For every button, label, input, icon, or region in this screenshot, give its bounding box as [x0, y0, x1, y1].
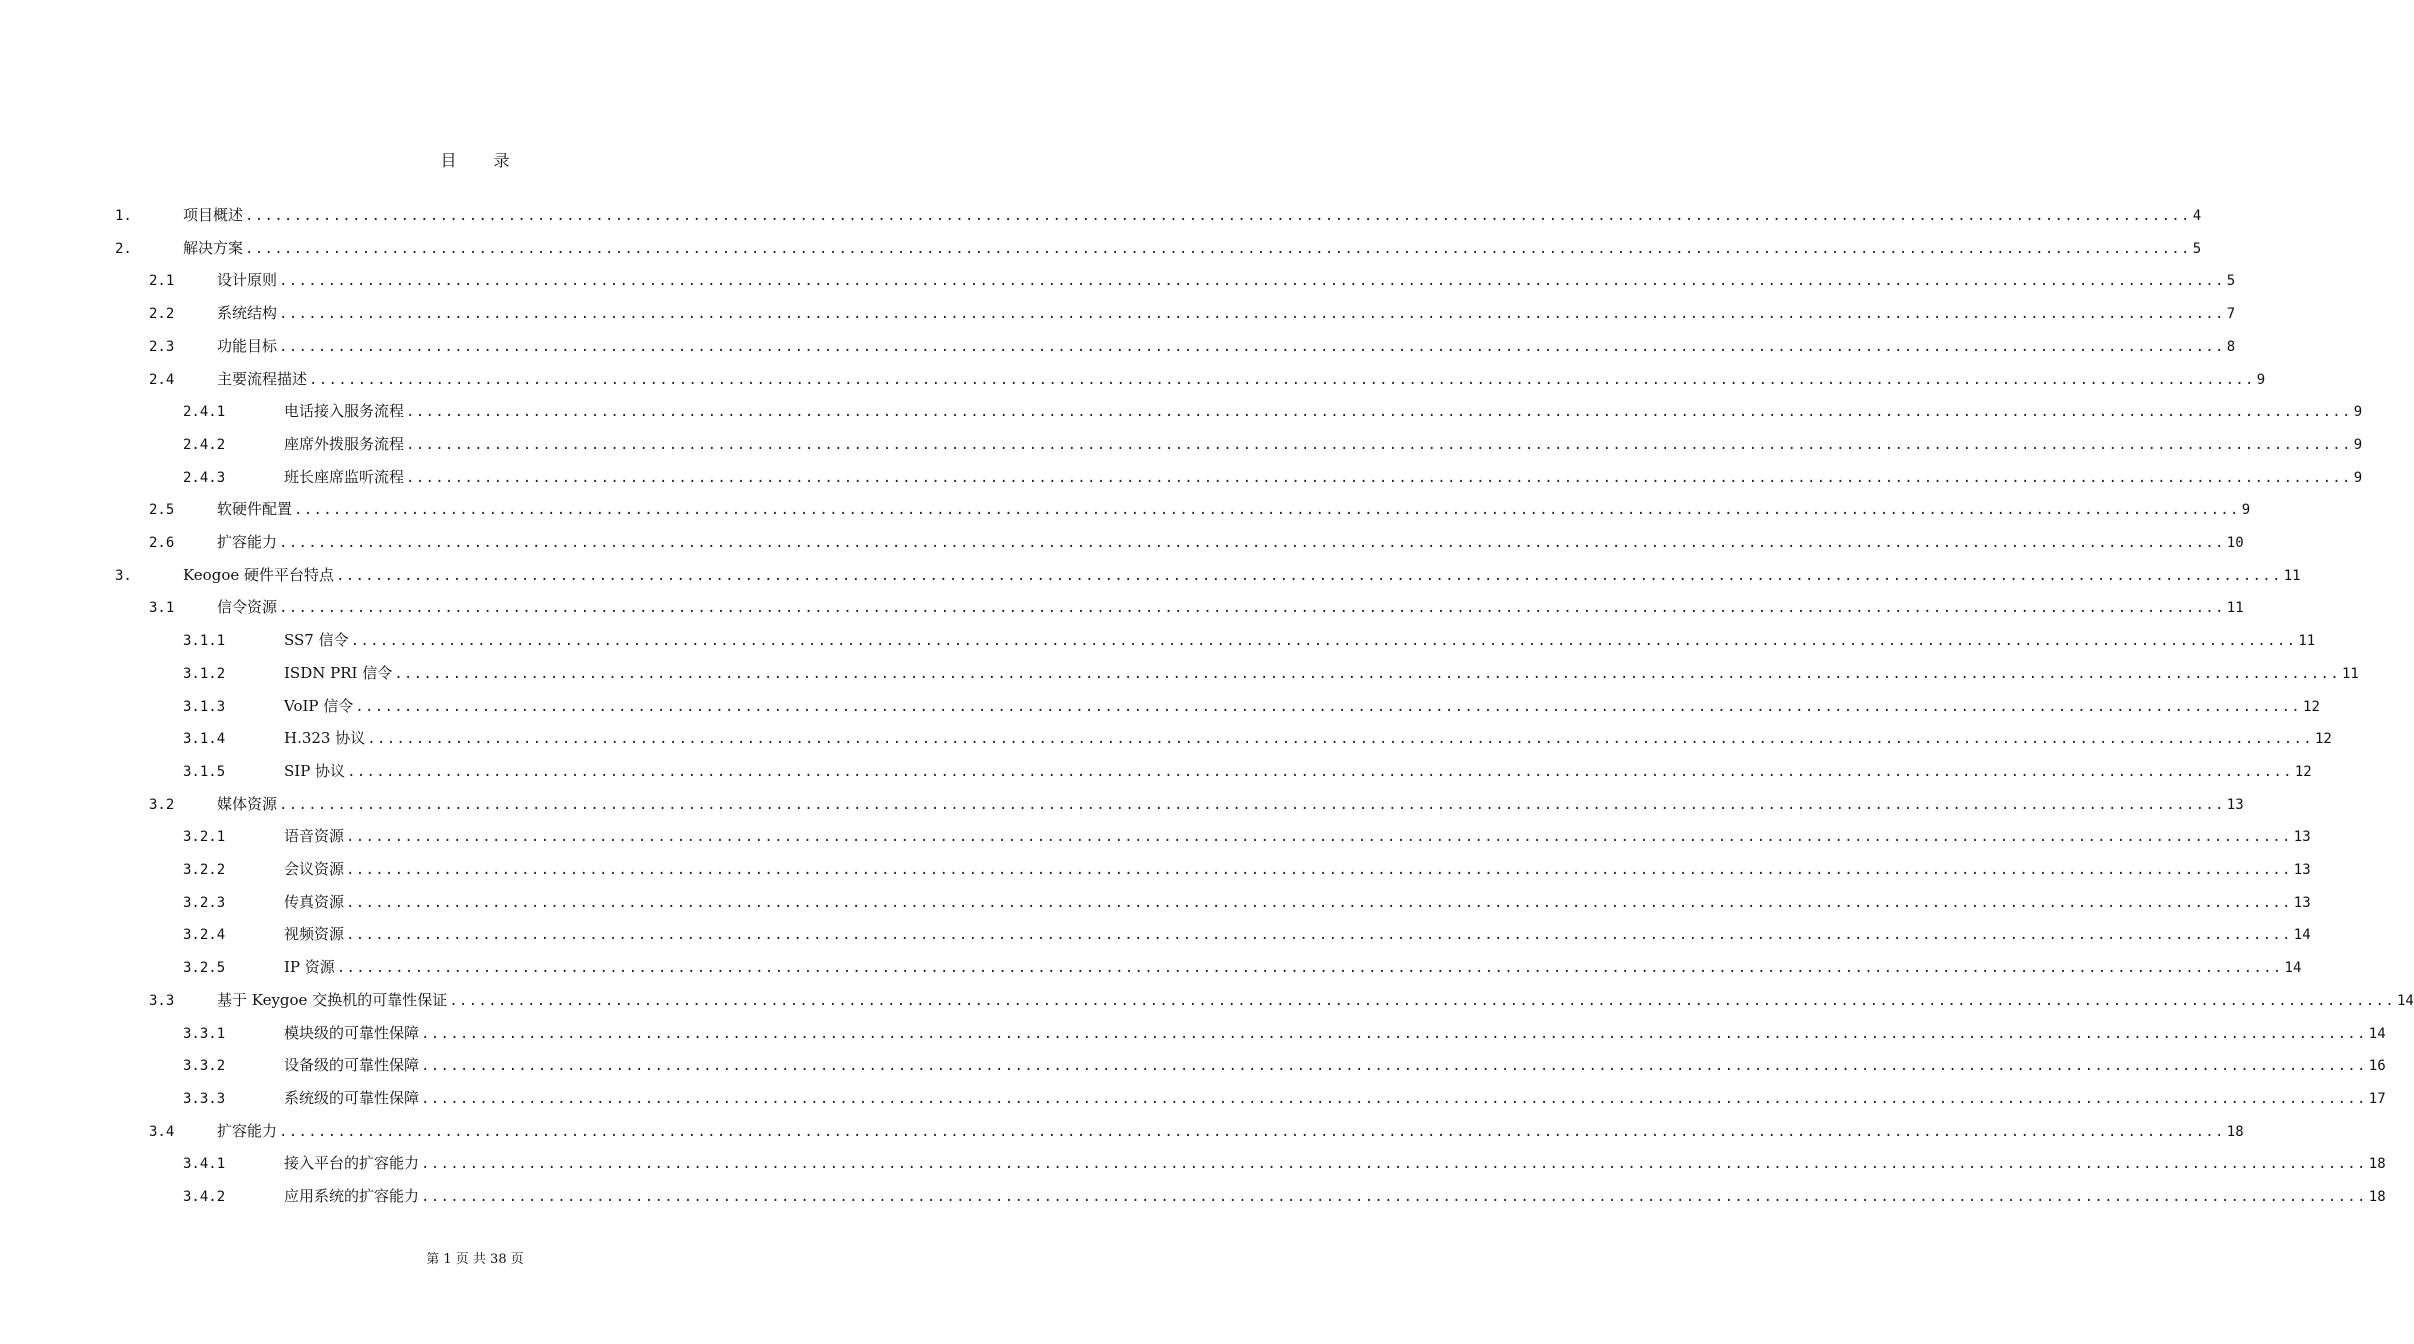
toc-leader-dots: ........................................................................................................................................................................................................	[421, 1156, 2367, 1173]
toc-leader-dots: ........................................................................................................................................................................................................	[406, 469, 2352, 486]
toc-entry[interactable]	[183, 825, 2311, 847]
toc-entry-page: 5	[2226, 273, 2236, 290]
toc-entry-number: 1.	[115, 208, 132, 224]
toc-entry-number: 2.6	[149, 535, 175, 551]
toc-entry-page: 9	[2256, 371, 2266, 388]
page-footer: 第 1 页 共 38 页	[426, 1252, 524, 1267]
toc-entry-number: 2.5	[149, 502, 175, 519]
toc-leader-dots: ........................................................................................................................................................................................................	[279, 338, 2225, 355]
toc-entry-number: 3.1.5	[183, 763, 226, 780]
toc-entry[interactable]	[183, 1185, 2386, 1207]
toc-entry-title: 班长座席监听流程	[284, 467, 405, 486]
toc-entry-page: 4	[2192, 208, 2202, 224]
toc-entry[interactable]	[183, 1054, 2386, 1076]
toc-entry[interactable]	[183, 1022, 2386, 1044]
toc-entry-page: 13	[2293, 894, 2311, 911]
toc-entry-page: 13	[2293, 829, 2311, 846]
toc-entry[interactable]	[183, 695, 2320, 717]
toc-leader-dots: ........................................................................................................................................................................................................	[406, 404, 2352, 421]
toc-entry[interactable]	[149, 989, 2414, 1011]
toc-entry[interactable]	[115, 237, 2202, 259]
toc-leader-dots: ........................................................................................................................................................................................................	[346, 894, 2292, 911]
toc-entry-title: 项目概述	[183, 206, 244, 224]
toc-entry[interactable]	[149, 368, 2266, 390]
toc-entry-title: 视频资源	[284, 925, 345, 944]
toc-entry-title: 主要流程描述	[217, 369, 308, 388]
toc-entry-page: 18	[2368, 1156, 2386, 1173]
toc-entry-title: Keogoe 硬件平台特点	[183, 565, 334, 584]
toc-entry-page: 11	[2341, 665, 2359, 682]
toc-entry-page: 9	[2241, 502, 2251, 519]
toc-leader-dots: ........................................................................................................................................................................................................	[336, 960, 2283, 977]
toc-entry-number: 3.1.3	[183, 698, 226, 715]
toc-leader-dots: ........................................................................................................................................................................................................	[309, 371, 2255, 388]
toc-entry[interactable]	[115, 204, 2202, 226]
toc-entry[interactable]	[149, 335, 2236, 357]
toc-leader-dots: ........................................................................................................................................................................................................	[279, 1123, 2225, 1140]
toc-entry-title: SIP 协议	[284, 761, 346, 780]
toc-entry[interactable]	[183, 727, 2332, 749]
toc-entry-number: 3.4.1	[183, 1156, 226, 1173]
toc-entry-page: 16	[2368, 1058, 2386, 1075]
toc-entry-number: 2.4.3	[183, 469, 226, 486]
toc-entry[interactable]	[183, 400, 2363, 422]
toc-entry-title: ISDN PRI 信令	[284, 663, 393, 682]
toc-entry-number: 3.1	[149, 600, 175, 617]
toc-entry-page: 9	[2353, 469, 2363, 486]
toc-leader-dots: ........................................................................................................................................................................................................	[367, 731, 2313, 748]
toc-leader-dots: ........................................................................................................................................................................................................	[347, 763, 2293, 780]
toc-entry-page: 7	[2226, 306, 2236, 323]
toc-entry[interactable]	[149, 302, 2236, 324]
toc-entry-page: 14	[2396, 992, 2414, 1009]
toc-leader-dots: ........................................................................................................................................................................................................	[350, 633, 2297, 650]
toc-entry-title: 系统级的可靠性保障	[284, 1088, 420, 1107]
toc-entry[interactable]	[183, 1087, 2386, 1109]
toc-leader-dots: ........................................................................................................................................................................................................	[279, 273, 2225, 290]
toc-entry-number: 3.1.1	[183, 633, 226, 650]
toc-entry-page: 14	[2284, 960, 2302, 977]
toc-entry-page: 9	[2353, 436, 2363, 453]
toc-entry[interactable]	[149, 1120, 2244, 1142]
toc-entry-number: 2.4	[149, 371, 175, 388]
toc-entry[interactable]	[149, 498, 2251, 520]
toc-entry[interactable]	[115, 564, 2301, 586]
toc-leader-dots: ........................................................................................................................................................................................................	[406, 436, 2352, 453]
toc-leader-dots: ........................................................................................................................................................................................................	[355, 698, 2302, 715]
toc-entry-number: 3.3.2	[183, 1058, 226, 1075]
toc-entry-title: 扩容能力	[217, 1121, 278, 1140]
toc-leader-dots: ........................................................................................................................................................................................................	[279, 535, 2225, 551]
toc-leader-dots: ........................................................................................................................................................................................................	[336, 567, 2282, 584]
toc-entry-number: 3.1.2	[183, 665, 226, 682]
toc-entry-page: 12	[2294, 763, 2312, 780]
toc-entry[interactable]	[149, 793, 2244, 815]
toc-entry[interactable]	[183, 466, 2363, 488]
toc-entry[interactable]	[183, 923, 2311, 945]
toc-entry[interactable]	[183, 1152, 2386, 1174]
toc-entry-title: 设计原则	[217, 271, 278, 290]
toc-entry-title: 设备级的可靠性保障	[284, 1056, 420, 1075]
toc-entry[interactable]	[149, 269, 2236, 291]
toc-entry-number: 3.2.1	[183, 829, 226, 846]
toc-entry-title: 软硬件配置	[217, 500, 293, 519]
toc-entry-title: 扩容能力	[217, 533, 278, 551]
toc-leader-dots: ........................................................................................................................................................................................................	[346, 862, 2292, 878]
toc-entry-page: 12	[2303, 698, 2320, 715]
toc-leader-dots: ........................................................................................................................................................................................................	[394, 665, 2340, 682]
toc-entry-number: 2.3	[149, 338, 175, 355]
toc-leader-dots: ........................................................................................................................................................................................................	[421, 1058, 2367, 1075]
toc-entry-page: 13	[2226, 796, 2244, 813]
toc-leader-dots: ........................................................................................................................................................................................................	[279, 306, 2225, 323]
toc-entry[interactable]	[149, 596, 2244, 618]
toc-entry-number: 2.	[115, 240, 132, 257]
toc-entry[interactable]	[183, 891, 2311, 913]
toc-entry[interactable]	[183, 760, 2312, 782]
toc-leader-dots: ........................................................................................................................................................................................................	[421, 1025, 2367, 1042]
toc-entry-title: VoIP 信令	[284, 696, 354, 715]
toc-leader-dots: ........................................................................................................................................................................................................	[449, 992, 2395, 1009]
page-title: 目 录	[440, 151, 526, 170]
toc-entry-title: 系统结构	[217, 304, 278, 323]
toc-leader-dots: ........................................................................................................................................................................................................	[245, 208, 2191, 224]
toc-entry-page: 14	[2368, 1025, 2386, 1042]
toc-leader-dots: ........................................................................................................................................................................................................	[421, 1090, 2367, 1107]
toc-entry-title: 座席外拨服务流程	[284, 434, 405, 453]
toc-entry[interactable]	[183, 858, 2311, 880]
toc-entry-number: 3.3.1	[183, 1025, 226, 1042]
toc-entry-title: 语音资源	[284, 827, 345, 846]
toc-entry-number: 3.2.4	[183, 927, 226, 944]
toc-entry-page: 14	[2293, 927, 2311, 944]
toc-entry-number: 3.2	[149, 796, 175, 813]
toc-entry-number: 2.1	[149, 273, 175, 290]
toc-entry-page: 12	[2315, 731, 2332, 748]
toc-leader-dots: ........................................................................................................................................................................................................	[346, 829, 2292, 846]
toc-entry-page: 5	[2192, 240, 2202, 257]
toc-entry-title: 解决方案	[183, 238, 244, 257]
toc-entry-number: 3.2.5	[183, 960, 226, 977]
toc-leader-dots: ........................................................................................................................................................................................................	[279, 796, 2225, 813]
toc-entry-page: 18	[2226, 1123, 2244, 1140]
toc-entry-number: 3.2.3	[183, 894, 226, 911]
toc-leader-dots: ........................................................................................................................................................................................................	[294, 502, 2240, 519]
toc-entry[interactable]	[183, 433, 2363, 455]
toc-entry-page: 11	[2283, 567, 2301, 584]
toc-leader-dots: ........................................................................................................................................................................................................	[346, 927, 2292, 944]
toc-entry-page: 11	[2298, 633, 2316, 650]
toc-entry-title: SS7 信令	[284, 631, 349, 650]
toc-entry-page: 18	[2368, 1189, 2386, 1205]
toc-leader-dots: ........................................................................................................................................................................................................	[245, 240, 2191, 257]
toc-entry[interactable]	[183, 956, 2302, 978]
toc-entry-title: 传真资源	[284, 892, 345, 911]
toc-entry-title: 接入平台的扩容能力	[284, 1154, 420, 1173]
toc-entry[interactable]	[183, 629, 2316, 651]
toc-entry-title: 媒体资源	[217, 794, 278, 813]
toc-entry-title: 模块级的可靠性保障	[284, 1023, 420, 1042]
toc-entry-title: H.323 协议	[284, 729, 366, 748]
toc-entry-number: 3.4.2	[183, 1189, 226, 1205]
toc-entry-number: 3.2.2	[183, 862, 226, 878]
toc-entry[interactable]	[149, 531, 2244, 553]
toc-entry-number: 2.4.1	[183, 404, 226, 421]
toc-entry-title: 功能目标	[217, 336, 278, 355]
toc-entry[interactable]	[183, 662, 2359, 684]
toc-entry-title: IP 资源	[284, 958, 335, 977]
toc-entry-number: 3.4	[149, 1123, 175, 1140]
toc-entry-title: 基于 Keygoe 交换机的可靠性保证	[217, 990, 448, 1009]
toc-entry-title: 会议资源	[284, 860, 345, 878]
toc-leader-dots: ........................................................................................................................................................................................................	[279, 600, 2225, 617]
toc-entry-title: 信令资源	[217, 598, 278, 617]
toc-leader-dots: ........................................................................................................................................................................................................	[421, 1189, 2367, 1205]
toc-entry-number: 2.4.2	[183, 436, 226, 453]
toc-entry-page: 17	[2368, 1090, 2386, 1107]
toc-entry-title: 电话接入服务流程	[284, 402, 405, 421]
toc-entry-page: 9	[2353, 404, 2363, 421]
toc-entry-title: 应用系统的扩容能力	[284, 1187, 420, 1205]
toc-entry-number: 3.3	[149, 992, 175, 1009]
toc-entry-page: 13	[2293, 862, 2311, 878]
toc-entry-page: 8	[2226, 338, 2236, 355]
toc-entry-page: 10	[2226, 535, 2244, 551]
toc-entry-number: 3.1.4	[183, 731, 226, 748]
toc-entry-number: 3.	[115, 567, 132, 584]
toc-entry-number: 2.2	[149, 306, 175, 323]
toc-entry-page: 11	[2226, 600, 2244, 617]
toc-entry-number: 3.3.3	[183, 1090, 226, 1107]
